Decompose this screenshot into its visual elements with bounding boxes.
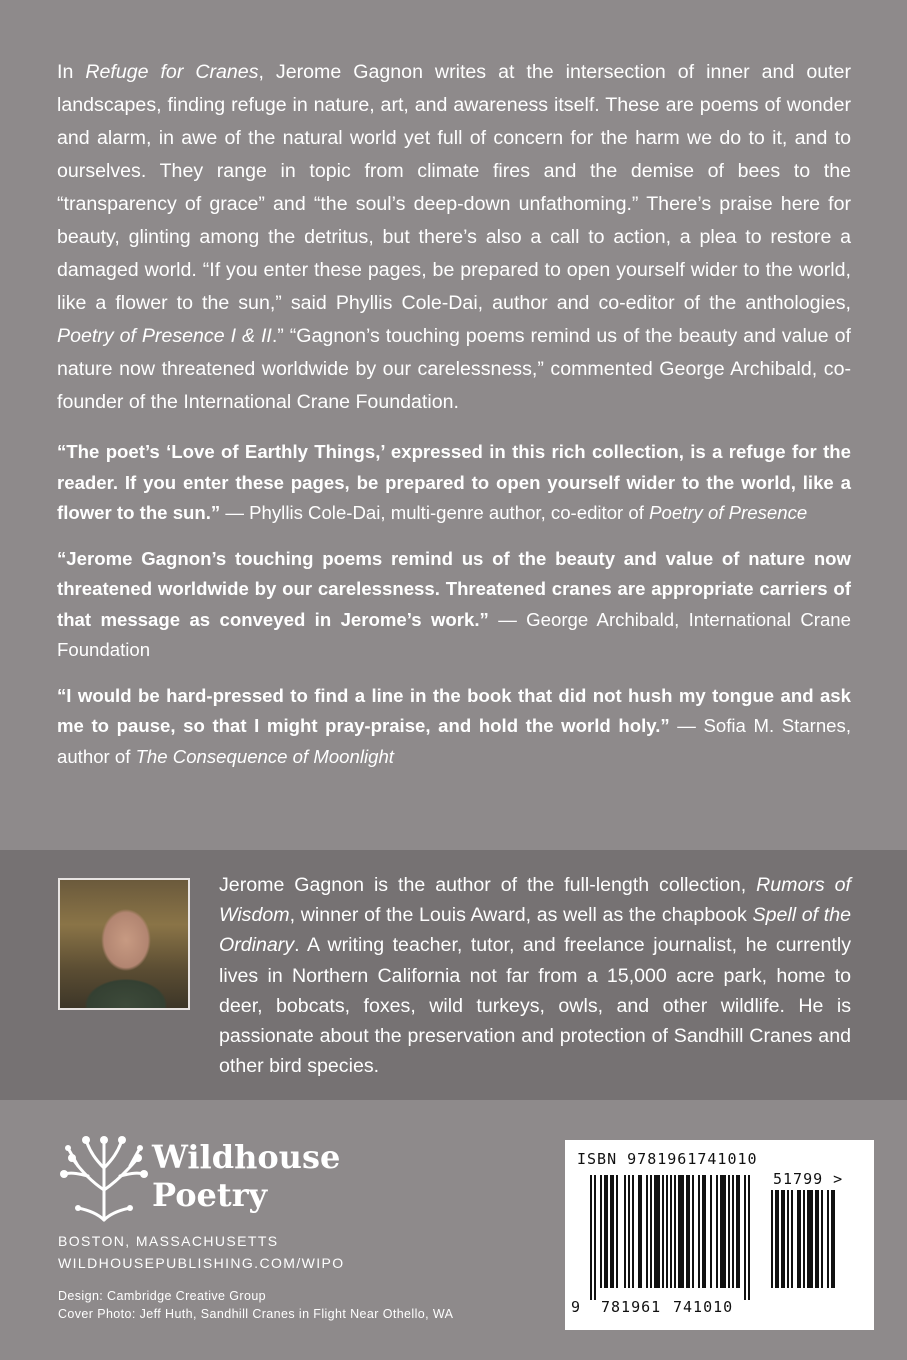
barcode-bar xyxy=(787,1190,789,1288)
barcode-bar xyxy=(748,1175,750,1300)
barcode-bars xyxy=(590,1175,768,1300)
barcode-bar xyxy=(650,1175,652,1288)
book-title: Refuge for Cranes xyxy=(85,61,259,83)
barcode-bar xyxy=(594,1175,596,1300)
barcode-bar xyxy=(646,1175,648,1288)
publisher-logo xyxy=(58,1128,348,1223)
publisher-location: BOSTON, MASSACHUSETTS xyxy=(58,1233,279,1249)
barcode-bar xyxy=(797,1190,801,1288)
barcode-bar xyxy=(744,1175,746,1300)
tree-icon xyxy=(58,1128,150,1223)
barcode-bar xyxy=(632,1175,634,1288)
barcode-bar xyxy=(831,1190,835,1288)
barcode-bar xyxy=(638,1175,642,1288)
barcode-bar xyxy=(807,1190,813,1288)
barcode-bar xyxy=(628,1175,630,1288)
barcode-bar xyxy=(827,1190,829,1288)
anthology-title: Poetry of Presence I & II xyxy=(57,325,272,347)
barcode-bar xyxy=(771,1190,773,1288)
addon-barcode-bars xyxy=(771,1190,863,1300)
barcode-bar xyxy=(654,1175,660,1288)
endorsement-quote: “I would be hard-pressed to find a line in the book that did not hush my tongue and ask me to pause, so that I might pray-praise, and hold the world holy.” — Sofia M. Starnes, author of The Consequence of Moonlight xyxy=(57,684,851,767)
barcode-bar xyxy=(775,1190,779,1288)
isbn-barcode xyxy=(565,1140,874,1330)
barcode-digits-left: 781961 xyxy=(601,1298,662,1316)
barcode-bar xyxy=(716,1175,718,1288)
endorsement-quote: “Jerome Gagnon’s touching poems remind us of the beauty and value of nature now threatened worldwide by our carelessness. Threatened cranes are appropriate carriers of that message as conveyed in Jerome’s work.” — George Archibald, International Crane Foundation xyxy=(57,547,851,660)
isbn-label: ISBN 9781961741010 xyxy=(577,1150,758,1168)
barcode-bar xyxy=(815,1190,819,1288)
barcode-digits-right: 741010 xyxy=(673,1298,734,1316)
barcode-bar xyxy=(674,1175,676,1288)
publisher-name: Wildhouse Poetry xyxy=(152,1138,341,1214)
back-cover-text xyxy=(57,56,851,787)
barcode-bar xyxy=(791,1190,793,1288)
barcode-bar xyxy=(670,1175,672,1288)
credits xyxy=(58,1287,453,1323)
barcode-bar xyxy=(678,1175,684,1288)
barcode-bar xyxy=(600,1175,602,1288)
endorsement-quote: “The poet’s ‘Love of Earthly Things,’ expressed in this rich collection, is a refuge for the reader. If you enter these pages, be prepared to open yourself wider to the world, like a flower to the sun.” — Phyllis Cole-Dai, multi-genre author, co-editor of Poetry of Presence xyxy=(57,441,851,523)
barcode-bar xyxy=(728,1175,730,1288)
barcode-bar xyxy=(781,1190,785,1288)
barcode-bar xyxy=(702,1175,706,1288)
barcode-bar xyxy=(736,1175,740,1288)
barcode-bar xyxy=(698,1175,700,1288)
barcode-bar xyxy=(803,1190,805,1288)
barcode-bar xyxy=(720,1175,726,1288)
barcode-bar xyxy=(616,1175,618,1288)
barcode-digit-first: 9 xyxy=(571,1298,581,1316)
design-credit: Design: Cambridge Creative Group xyxy=(58,1289,267,1303)
barcode-bar xyxy=(662,1175,664,1288)
barcode-bar xyxy=(624,1175,626,1288)
publisher-website: WILDHOUSEPUBLISHING.COM/WIPO xyxy=(58,1255,345,1271)
barcode-bar xyxy=(686,1175,690,1288)
barcode-bar xyxy=(821,1190,823,1288)
author-bio: Jerome Gagnon is the author of the full-length collection, Rumors of Wisdom, winner of the Louis Award, as well as the chapbook Spell of the Ordinary. A writing teacher, tutor, and freelance journalist, he currently lives in Northern California not far from a 15,000 acre park, home to deer, bobcats, foxes, wild turkeys, owls, and other wildlife. He is passionate about the preservation and protection of Sandhill Cranes and other bird species. xyxy=(219,874,851,1078)
author-photo xyxy=(58,878,190,1010)
price-addon-code: 51799 > xyxy=(773,1170,844,1188)
book-description: In Refuge for Cranes, Jerome Gagnon writes at the intersection of inner and outer landscapes, finding refuge in nature, art, and awareness itself. These are poems of wonder and alarm, in awe of the natural world yet full of concern for the harm we do to it, and to ourselves. They range in topic from climate fires and the demise of bees to the “transparency of grace” and “the soul’s deep-down unfathoming.” There’s praise here for beauty, glinting among the detritus, but there’s also a call to action, a plea to restore a damaged world. “If you enter these pages, be prepared to open yourself wider to the world, like a flower to the sun,” said Phyllis Cole-Dai, author and co-editor of the anthologies, Poetry of Presence I & II.” “Gagnon’s touching poems remind us of the beauty and value of nature now threatened worldwide by our carelessness,” commented George Archibald, co-founder of the International Crane Foundation. xyxy=(57,61,851,413)
barcode-bar xyxy=(710,1175,712,1288)
photo-credit: Cover Photo: Jeff Huth, Sandhill Cranes in Flight Near Othello, WA xyxy=(58,1307,454,1321)
barcode-bar xyxy=(604,1175,608,1288)
barcode-bar xyxy=(692,1175,694,1288)
barcode-bar xyxy=(732,1175,734,1288)
barcode-bar xyxy=(666,1175,668,1288)
barcode-bar xyxy=(610,1175,614,1288)
publisher-info xyxy=(58,1230,345,1274)
barcode-bar xyxy=(590,1175,592,1300)
